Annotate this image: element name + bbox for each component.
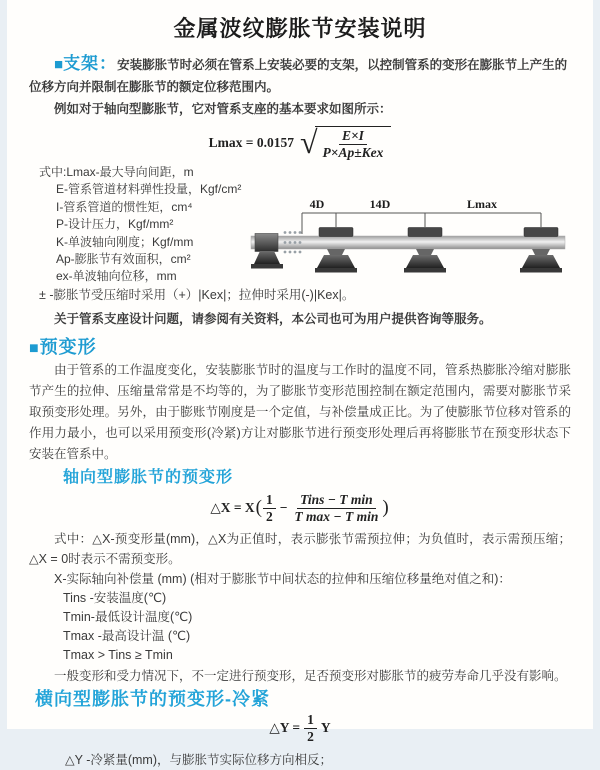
guide-support-2 xyxy=(404,228,446,273)
blue-square-icon: ■ xyxy=(54,56,64,73)
minus-sign: − xyxy=(279,500,288,515)
delta-y-definition-line: △Y -冷紧量(mm)，与膨胀节实际位移方向相反； xyxy=(65,753,333,767)
document-page xyxy=(7,0,593,767)
definition-item: 式中:Lmax-最大导向间距，m xyxy=(39,165,194,179)
fixed-anchor-support xyxy=(251,234,283,269)
axial-subheading: 轴向型膨胀节的预变形 xyxy=(63,469,234,486)
preform-section-heading xyxy=(29,336,571,360)
lateral-formula-lhs: △Y = xyxy=(269,720,301,735)
support-example-line: 例如对于轴向型膨胀节，它对管系支座的基本要求如图所示： xyxy=(54,102,392,116)
temp-line-tmax: Tmax -最高设计温 (℃) xyxy=(63,629,191,643)
lmax-denominator: P×Ap±Kex xyxy=(322,144,384,160)
page-title: 金属波纹膨胀节安装说明 xyxy=(173,16,427,41)
definition-item: E-管系管道材料弹性投量，Kgf/cm² xyxy=(56,182,242,197)
temp-line-tmin: Tmin-最低设计温度(℃) xyxy=(63,610,193,624)
support-heading-label: 支架： xyxy=(63,54,118,73)
pipe-support-diagram xyxy=(249,198,569,282)
close-paren: ) xyxy=(382,497,389,518)
preform-paragraph: 由于管系的工作温度变化，安装膨胀节时的温度与工作时的温度不同，管系热膨胀冷缩对膨胀节产生的拉伸、压缩量常常是不均等的，为了膨胀节变形范围控制在额定范围内，需要对膨胀节采取预变形处理。另外，由于膨账节刚度是一个定值，与补偿量成正比。为了使膨胀节位移对管系的作用力最小，也可以采用预变形(冷紧)方让对膨胀节进行预变形处理后再将膨胀节在预变形状态下安装在管系中。 xyxy=(29,363,571,461)
lateral-formula-rhs: Y xyxy=(320,720,331,735)
definition-item: ex-单波轴向位移，mm xyxy=(56,269,177,284)
lateral-half-denominator: 2 xyxy=(307,728,314,744)
service-note: 关于管系支座设计问题，请参阅有关资料，本公司也可为用户提供咨询等服务。 xyxy=(54,312,492,326)
axial-general-note: 一般变形和受力情况下，不一定进行预变形，足否预变形对膨胀节的疲劳寿命几乎没有影响。 xyxy=(54,669,567,683)
dimension-label-4d: 4D xyxy=(309,198,325,211)
lateral-half-numerator: 1 xyxy=(304,712,317,729)
temp-frac-denominator: T max − T min xyxy=(294,508,379,524)
preform-heading-label: 预变形 xyxy=(39,337,97,357)
support-section-heading xyxy=(54,54,117,73)
x-definition-line: X-实际轴向补偿量 (mm) (相对于膨胀节中间状态的拉伸和压缩位移量绝对值之和)： xyxy=(54,572,511,586)
axial-formula-lhs: △X = X xyxy=(210,500,255,515)
open-paren: ( xyxy=(255,497,262,518)
blue-square-icon: ■ xyxy=(29,340,40,357)
temp-inequality: Tmax > Tins ≥ Tmin xyxy=(63,648,173,662)
lateral-preform-formula xyxy=(29,713,571,743)
axial-explain-paragraph: 式中：△X-预变形量(mm)，△X为正值时，表示膨张节需预拉伸；为负值时，表示需预压缩；△X = 0时表示不需预变形。 xyxy=(29,532,571,566)
definition-item: K-单波轴向刚度；Kgf/mm xyxy=(56,234,194,249)
guide-support-3 xyxy=(520,228,562,273)
dimension-label-lmax: Lmax xyxy=(467,198,497,211)
axial-preform-formula xyxy=(29,491,571,525)
lmax-numerator: E×I xyxy=(339,128,367,145)
radical-sign: √ xyxy=(299,124,318,160)
pipe xyxy=(251,236,565,249)
definitions-and-diagram xyxy=(29,164,571,286)
definition-item: I-管系管道的惯性矩，cm⁴ xyxy=(56,199,193,214)
sqrt-expression xyxy=(300,126,391,160)
dimension-label-14d: 14D xyxy=(369,198,391,211)
support-intro-text: 安装膨胀节时必须在管系上安装必要的支架，以控制管系的变形在膨胀节上产生的位移方向并限制在膨胀节的额定位移范围内。 xyxy=(29,58,568,94)
lateral-subheading: 横向型膨胀节的预变形-冷紧 xyxy=(35,689,270,709)
definition-item: Ap-膨胀节有效面积，cm² xyxy=(56,252,191,267)
temp-frac-numerator: Tins − T min xyxy=(297,492,376,509)
lmax-formula xyxy=(29,123,571,163)
half-denominator: 2 xyxy=(265,508,273,524)
temp-line-tins: Tins -安装温度(℃) xyxy=(63,591,167,605)
guide-support-1 xyxy=(315,228,357,273)
plus-minus-note: ± -膨胀节受压缩时采用（+）|Kex|；拉伸时采用(-)|Kex|。 xyxy=(39,288,355,302)
lmax-formula-lhs: Lmax = 0.0157 xyxy=(208,135,294,150)
support-intro-paragraph xyxy=(29,53,571,98)
half-numerator: 1 xyxy=(263,492,276,509)
definition-item: P-设计压力，Kgf/mm² xyxy=(56,217,174,232)
